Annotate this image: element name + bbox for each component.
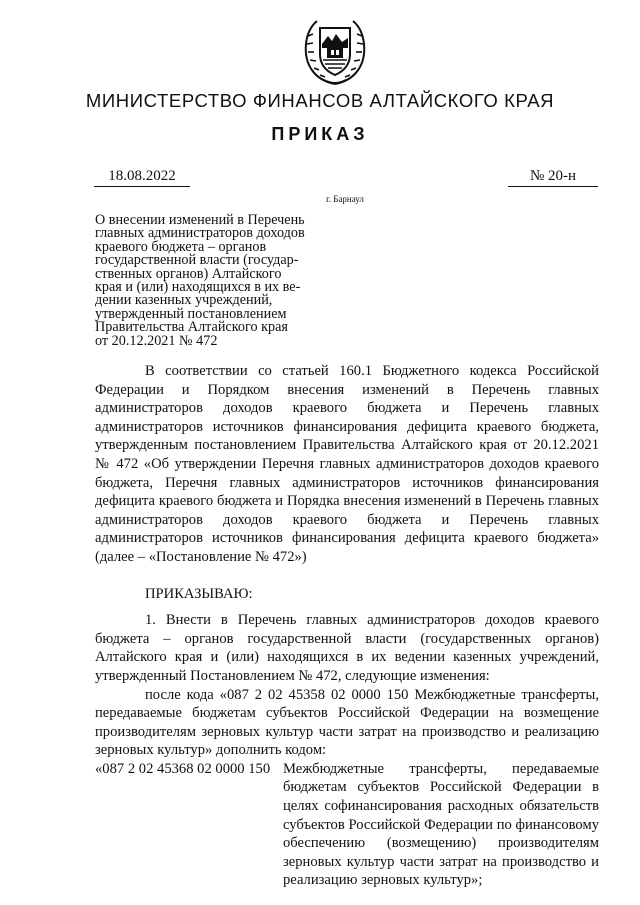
new-code-row (95, 760, 599, 890)
subject-line: О внесении изменений в Перечень (95, 212, 305, 228)
document-city: г. Барнаул (326, 194, 364, 204)
subject-line: Правительства Алтайского края (95, 319, 288, 336)
new-code: «087 2 02 45368 02 0000 150 (95, 760, 271, 777)
coat-of-arms-emblem (300, 14, 370, 88)
document-date: 18.08.2022 (94, 168, 190, 187)
document-body (95, 362, 599, 890)
subject-line: главных администраторов доходов (95, 225, 305, 242)
document-subject (95, 214, 323, 348)
preamble-paragraph: В соответствии со статьей 160.1 Бюджетного кодекса Российской Федерации и Порядком внесения изменений в Перечень главных администраторов доходов краевого бюджета и Перечень главных администраторов источников финансирования дефицита краевого бюджета, утвержденным постановлением Правительства Алтайского края от 20.12.2021 № 472 «Об утверждении Перечня главных администраторов доходов краевого бюджета, Перечня главных администраторов источников финансирования дефицита краевого бюджета и Порядка внесения изменений в Перечень главных администраторов доходов краевого бюджета и Перечень главных администраторов источников финансирования дефицита краевого бюджета» (далее – «Постановление № 472») (95, 363, 599, 565)
subject-line: ственных органов) Алтайского (95, 265, 282, 282)
new-code-description: Межбюджетные трансферты, передаваемые бюджетам субъектов Российской Федерации в целях софинансирования расходных обязательств субъектов Российской Федерации по финансовому обеспечению (возмещению) производителям зерновых культур части затрат на производство и реализацию зерновых культур»; (283, 760, 599, 889)
subject-line: края и (или) находящихся в их ве- (95, 279, 301, 296)
subject-line: дении казенных учреждений, (95, 292, 273, 309)
ministry-name: МИНИСТЕРСТВО ФИНАНСОВ АЛТАЙСКОГО КРАЯ (85, 90, 555, 111)
document-number: № 20-н (508, 168, 598, 187)
document-type-title: ПРИКАЗ (271, 124, 369, 144)
order-word: ПРИКАЗЫВАЮ: (145, 585, 253, 602)
subject-line: утвержденный постановлением (95, 305, 287, 322)
subject-line: краевого бюджета – органов (95, 238, 267, 255)
subject-line: государственной власти (государ- (95, 252, 299, 269)
item-1-change-paragraph: после кода «087 2 02 45358 02 0000 150 Межбюджетные трансферты, передаваемые бюджетам субъектов Российской Федерации на возмещение производителям зерновых культур части затрат на производство и реализацию зерновых культур» дополнить кодом: (95, 686, 599, 759)
item-1-paragraph: 1. Внести в Перечень главных администраторов доходов краевого бюджета – органов государственной власти (государственных органов) Алтайского края и (или) находящихся в их ведении казенных учреждений, утвержденный Постановлением № 472, следующие изменения: (95, 612, 599, 684)
subject-line: от 20.12.2021 № 472 (95, 332, 218, 349)
